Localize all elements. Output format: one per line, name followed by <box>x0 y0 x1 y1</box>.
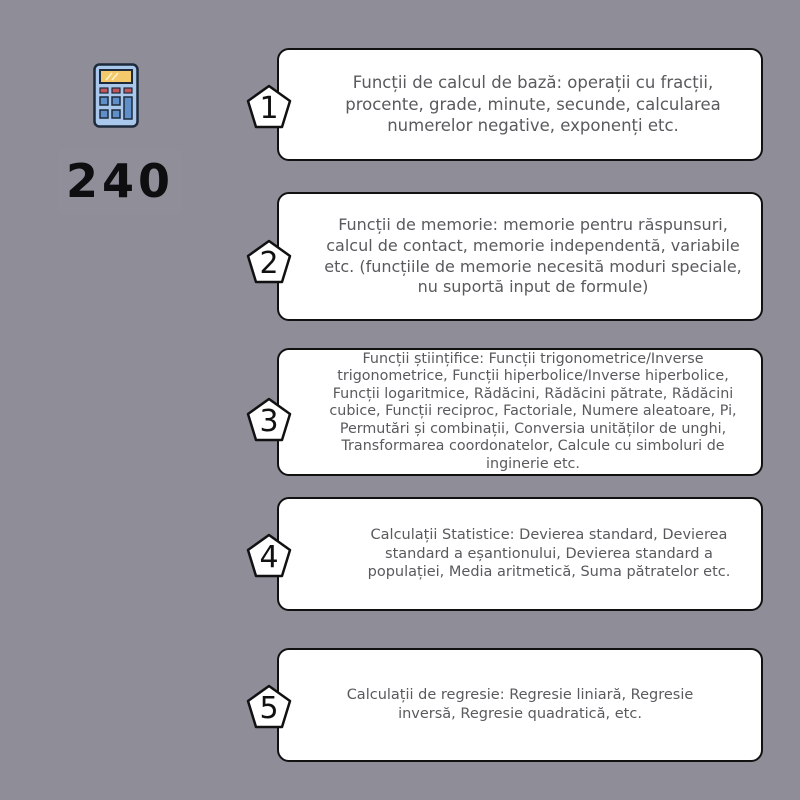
feature-card-3 <box>277 348 763 476</box>
number-badge-2 <box>245 238 293 286</box>
feature-card-5 <box>277 648 763 762</box>
count-box <box>58 148 182 214</box>
feature-text: Calculații de regresie: Regresie liniară, Regresie inversă, Regresie quadratică, etc. <box>346 687 694 722</box>
badge-number: 4 <box>259 539 279 575</box>
feature-card-4 <box>277 497 763 611</box>
feature-text: Calculații Statistice: Devierea standard, Devierea standard a eșantionului, Devierea standard a populației, Media aritmetică, Suma pătratelor etc. <box>367 526 731 581</box>
badge-number: 1 <box>259 90 279 126</box>
feature-text: Funcții de memorie: memorie pentru răspunsuri, calcul de contact, memorie independentă, variabile etc. (funcțiile de memorie necesită moduri speciale, nu suportă input de formule) <box>324 214 742 297</box>
feature-card-1 <box>277 48 763 161</box>
feature-card-2 <box>277 192 763 321</box>
badge-number: 2 <box>259 245 279 281</box>
number-badge-5 <box>245 683 293 731</box>
badge-number: 5 <box>259 690 279 726</box>
number-badge-4 <box>245 532 293 580</box>
feature-text: Funcții științifice: Funcții trigonometrice/Inverse trigonometrice, Funcții hiperbolice/Inverse hiperbolice, Funcții logaritmice, Rădăcini, Rădăcini pătrate, Rădăcini cubice, Funcții reciproc, Factoriale, Numere aleatoare, Pi, Permutări și combinații, Conversia unităților de unghi, Transformarea coordonatelor, Calcule cu simboluri de inginerie etc. <box>329 350 737 472</box>
feature-text: Funcții de calcul de bază: operații cu fracții, procente, grade, minute, secunde, calcularea numerelor negative, exponenți etc. <box>345 73 721 136</box>
badge-number: 3 <box>259 403 279 439</box>
count-label: 240 <box>65 154 175 208</box>
number-badge-3 <box>245 396 293 444</box>
number-badge-1 <box>245 83 293 131</box>
calculator-icon <box>93 63 139 128</box>
